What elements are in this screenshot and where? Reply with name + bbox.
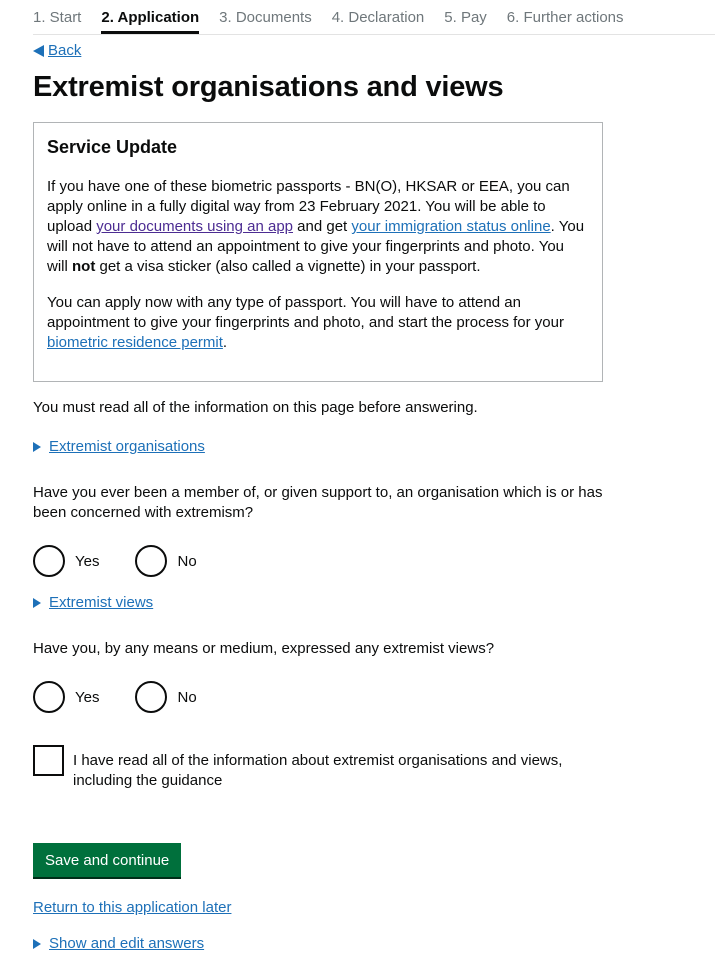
return-later-link[interactable]: Return to this application later bbox=[33, 899, 232, 916]
details-label: Show and edit answers bbox=[49, 935, 205, 952]
radio-label: No bbox=[177, 688, 197, 706]
step-further-actions: 6. Further actions bbox=[506, 9, 624, 26]
back-link[interactable] bbox=[33, 42, 81, 59]
service-update-panel bbox=[33, 122, 603, 382]
progress-steps bbox=[33, 0, 715, 35]
checkbox-box[interactable] bbox=[33, 745, 64, 776]
back-link-label: Back bbox=[48, 42, 82, 59]
expand-triangle-icon bbox=[33, 442, 41, 452]
service-update-text: and get bbox=[293, 218, 352, 235]
radio-label: No bbox=[177, 552, 197, 570]
service-update-text: . bbox=[222, 334, 228, 351]
step-application: 2. Application bbox=[101, 0, 199, 34]
organisations-radio-group bbox=[33, 545, 233, 577]
service-update-paragraph-2 bbox=[47, 293, 589, 353]
intro-text: You must read all of the information on this page before answering. bbox=[33, 399, 478, 416]
question-organisations: Have you ever been a member of, or given support to, an organisation which is or has been concerned with extremism? bbox=[33, 484, 603, 521]
biometric-residence-permit-link[interactable]: biometric residence permit bbox=[47, 334, 223, 351]
step-documents: 3. Documents bbox=[219, 9, 312, 26]
details-label: Extremist organisations bbox=[49, 438, 205, 455]
radio-circle[interactable] bbox=[135, 545, 167, 577]
service-update-text: If you have one of these biometric passports - BN(O), HKSAR or EEA, you can apply online in a fully digital way from 23 February 2021. You will be able to upload bbox=[47, 178, 570, 235]
step-start: 1. Start bbox=[33, 9, 82, 26]
radio-circle[interactable] bbox=[33, 681, 65, 713]
radio-label: Yes bbox=[75, 552, 100, 570]
radio-circle[interactable] bbox=[135, 681, 167, 713]
expand-triangle-icon bbox=[33, 939, 41, 949]
organisations-no-radio[interactable] bbox=[135, 545, 196, 577]
radio-circle[interactable] bbox=[33, 545, 65, 577]
service-update-paragraph-1 bbox=[47, 177, 589, 277]
documents-app-link[interactable]: your documents using an app bbox=[96, 218, 294, 235]
organisations-yes-radio[interactable] bbox=[33, 545, 99, 577]
views-radio-group bbox=[33, 681, 233, 713]
show-edit-answers-details[interactable] bbox=[33, 935, 204, 952]
extremist-views-details[interactable] bbox=[33, 594, 153, 611]
expand-triangle-icon bbox=[33, 598, 41, 608]
back-arrow-icon bbox=[33, 45, 44, 57]
radio-label: Yes bbox=[75, 688, 100, 706]
save-and-continue-button[interactable]: Save and continue bbox=[33, 843, 181, 877]
service-update-text: You can apply now with any type of passport. You will have to attend an appointment to give your fingerprints and photo, and start the process for your bbox=[47, 294, 564, 331]
step-declaration: 4. Declaration bbox=[331, 9, 425, 26]
details-label: Extremist views bbox=[49, 594, 154, 611]
checkbox-label: I have read all of the information about extremist organisations and views, including the guidance bbox=[73, 752, 563, 789]
service-update-bold: not bbox=[72, 258, 96, 275]
service-update-heading: Service Update bbox=[47, 137, 178, 157]
question-views: Have you, by any means or medium, expressed any extremist views? bbox=[33, 640, 495, 657]
immigration-status-link[interactable]: your immigration status online bbox=[351, 218, 551, 235]
views-no-radio[interactable] bbox=[135, 681, 196, 713]
extremist-organisations-details[interactable] bbox=[33, 438, 205, 455]
service-update-text: get a visa sticker (also called a vignette) in your passport. bbox=[95, 258, 481, 275]
read-information-checkbox[interactable] bbox=[33, 745, 593, 791]
views-yes-radio[interactable] bbox=[33, 681, 99, 713]
service-update-text: . You will not have to attend an appointment to give your fingerprints and photo. You will bbox=[47, 218, 585, 275]
page-title: Extremist organisations and views bbox=[33, 71, 504, 103]
step-pay: 5. Pay bbox=[444, 9, 487, 26]
